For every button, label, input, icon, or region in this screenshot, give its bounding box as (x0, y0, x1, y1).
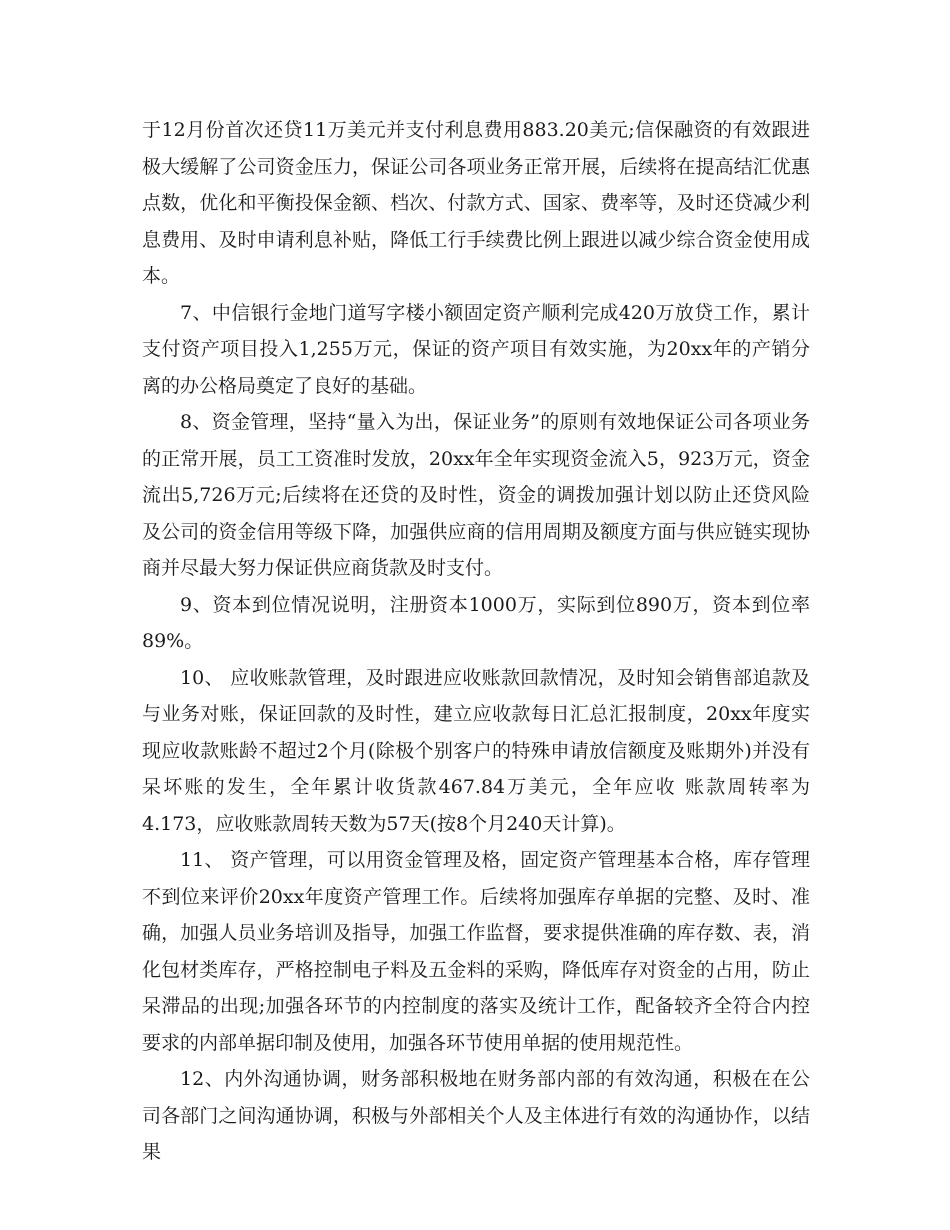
paragraph-item-8: 8、资金管理，坚持“量入为出，保证业务”的原则有效地保证公司各项业务的正常开展，员工工资准时发放，20xx年全年实现资金流入5，923万元，资金流出5,726万元;后续将在还贷的及时性，资金的调拨加强计划以防止还贷风险及公司的资金信用等级下降，加强供应商的信用周期及额度方面与供应链实现协商并尽最大努力保证供应商货款及时支付。 (142, 411, 810, 579)
paragraph-item-12: 12、内外沟通协调，财务部积极地在财务部内部的有效沟通，积极在在公司各部门之间沟通协调，积极与外部相关个人及主体进行有效的沟通协作，以结果 (142, 1068, 810, 1163)
document-body (142, 112, 810, 1171)
paragraph-item-7: 7、中信银行金地门道写字楼小额固定资产顺利完成420万放贷工作，累计支付资产项目投入1,255万元，保证的资产项目有效实施，为20xx年的产销分离的办公格局奠定了良好的基础。 (142, 301, 810, 397)
paragraph-item-9: 9、资本到位情况说明，注册资本1000万，实际到位890万，资本到位率89%。 (142, 593, 810, 652)
paragraph-loan-repayment: 于12月份首次还贷11万美元并支付利息费用883.20美元;信保融资的有效跟进极大缓解了公司资金压力，保证公司各项业务正常开展，后续将在提高结汇优惠点数，优化和平衡投保金额、档次、付款方式、国家、费率等，及时还贷减少利息费用、及时申请利息补贴，降低工行手续费比例上跟进以减少综合资金使用成本。 (142, 119, 810, 287)
paragraph-item-11: 11、 资产管理，可以用资金管理及格，固定资产管理基本合格，库存管理不到位来评价20xx年度资产管理工作。后续将加强库存单据的完整、及时、准确，加强人员业务培训及指导，加强工作监督，要求提供准确的库存数、表，消化包材类库存，严格控制电子料及五金料的采购，降低库存对资金的占用，防止呆滞品的出现;加强各环节的内控制度的落实及统计工作，配备较齐全符合内控要求的内部单据印制及使用，加强各环节使用单据的使用规范性。 (142, 849, 810, 1054)
paragraph-item-10: 10、 应收账款管理，及时跟进应收账款回款情况，及时知会销售部追款及与业务对账，保证回款的及时性，建立应收款每日汇总汇报制度，20xx年度实现应收款账龄不超过2个月(除极个别客户的特殊申请放信额度及账期外)并没有呆坏账的发生，全年累计收货款467.84万美元，全年应收 账款周转率为4.173，应收账款周转天数为57天(按8个月240天计算)。 (142, 666, 810, 835)
